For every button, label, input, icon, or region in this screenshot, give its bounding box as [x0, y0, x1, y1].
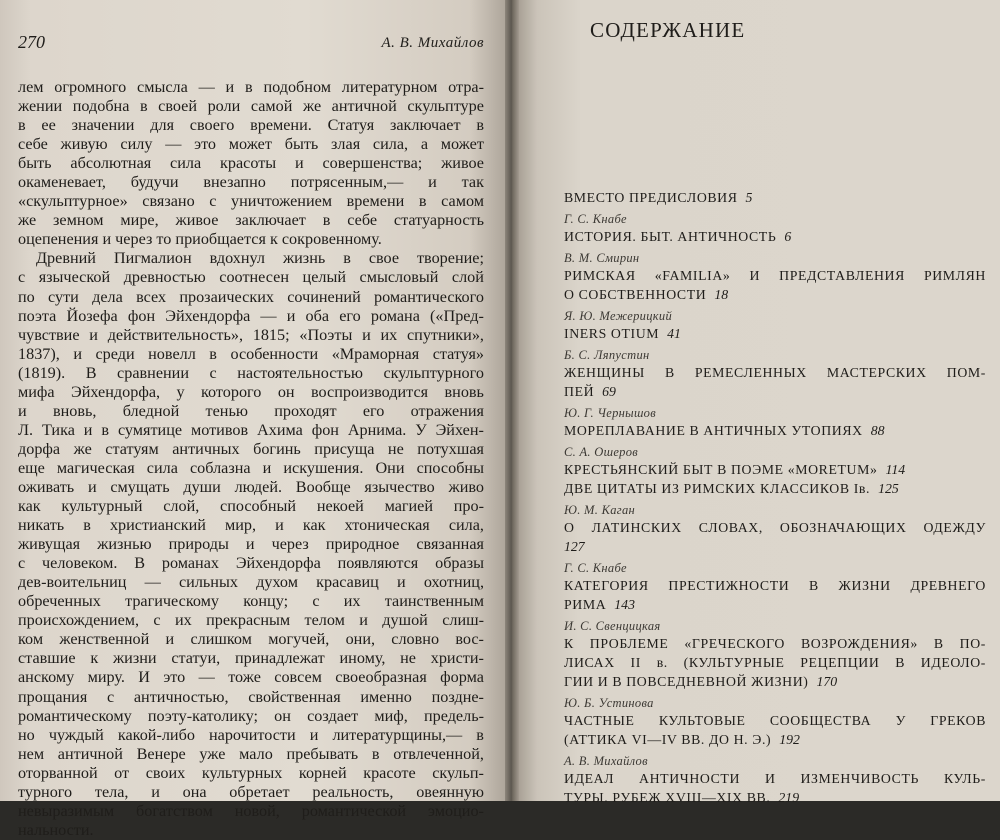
body-line: дорфа же статуям античных богинь присуща не потухшая: [18, 439, 484, 458]
toc-line-text: МОРЕПЛАВАНИЕ В АНТИЧНЫХ УТОПИЯХ: [564, 423, 863, 438]
toc-author: Г. С. Кнабе: [564, 212, 627, 226]
toc-page-number: 69: [602, 384, 616, 399]
body-line: прощания с античностью, свойственная именно поздне-: [18, 687, 484, 706]
toc-entry: [564, 561, 986, 614]
toc-line-text: ТУРЫ. РУБЕЖ XVIII—XIX ВВ.: [564, 790, 771, 805]
toc-page-number: 125: [878, 481, 899, 496]
toc-page-number: 6: [784, 229, 792, 244]
toc-line: [564, 421, 986, 440]
toc-line: [564, 285, 986, 304]
body-line: лем огромного смысла — и в подобном литературном отра-: [18, 78, 484, 96]
toc-entry: [564, 212, 986, 246]
toc-entry: [564, 619, 986, 691]
toc-entry: [564, 503, 986, 556]
body-line: в ее значении для своего времени. Статуя заключает в: [18, 116, 484, 135]
body-line: анскому миру. И это — тоже совсем своеобразная форма: [18, 668, 484, 687]
body-line: Л. Тика и в сумятице мотивов Ахима фон Арнима. У Эйхен-: [18, 420, 484, 439]
body-line: нальности.: [18, 820, 94, 839]
toc-author: В. М. Смирин: [564, 251, 640, 265]
toc-line: К ПРОБЛЕМЕ «ГРЕЧЕСКОГО ВОЗРОЖДЕНИЯ» В ПО-: [564, 636, 986, 651]
toc-page-number: 143: [614, 597, 635, 612]
body-line: с человеком. В романах Эйхендорфа появляются образы: [18, 554, 484, 573]
toc-page-number: 5: [745, 190, 753, 205]
toc-line: [564, 730, 986, 749]
body-line: происхождением, с их прекрасным телом и душой слиш-: [18, 611, 484, 630]
toc-author: Ю. М. Каган: [564, 503, 635, 517]
body-line: оторванной от своих культурных корней красоте скульп-: [18, 763, 484, 782]
body-line: нем античной Венере уже мало пребывать в отвлеченной,: [18, 744, 484, 763]
body-line: невыразимым богатством новой, романтической эмоцио-: [18, 801, 484, 820]
body-text: [18, 78, 484, 840]
body-line: чувствие и действительность», 1815; «Поэты и их спутники»,: [18, 325, 484, 344]
toc-page-number: 192: [779, 732, 800, 747]
body-line: обреченных трагическому концу; с их таинственным: [18, 592, 484, 611]
toc-line: [564, 672, 986, 691]
body-line: романтическому поэту-католику; он создает миф, предель-: [18, 706, 484, 725]
toc-line-text: РИМА: [564, 597, 607, 612]
right-page: [513, 0, 1000, 805]
toc-line-text: ГИИ И В ПОВСЕДНЕВНОЙ ЖИЗНИ): [564, 674, 809, 689]
body-line: мифа Эйхендорфа, у которого он воспроизводится вновь: [18, 382, 484, 401]
toc-line: О ЛАТИНСКИХ СЛОВАХ, ОБОЗНАЧАЮЩИХ ОДЕЖДУ: [564, 520, 986, 535]
toc-line-text: INERS OTIUM: [564, 326, 660, 341]
body-line: ком женственной и слишком могучей, они, словно вос-: [18, 630, 484, 649]
toc-page-number: 18: [714, 287, 729, 302]
body-line: быть абсолютная сила красоты и совершенства; живое: [18, 154, 484, 173]
toc-line-text: ПЕЙ: [564, 384, 595, 399]
toc-page-number: 170: [816, 674, 838, 689]
page-number: 270: [18, 32, 45, 52]
body-line: себе живую силу — это может быть злая сила, а может: [18, 135, 484, 154]
toc-line: ЖЕНЩИНЫ В РЕМЕСЛЕННЫХ МАСТЕРСКИХ ПОМ-: [564, 365, 986, 380]
body-line: и вновь, бледной тенью проходят его отражения: [18, 401, 484, 420]
body-line: окаменевает, будучи внезапно потрясенным,— и так: [18, 173, 484, 192]
toc-author: Я. Ю. Межерицкий: [564, 309, 672, 323]
toc-entry: [564, 348, 986, 401]
body-line: но чуждый какой-либо нарочитости и литературщины,— в: [18, 725, 484, 744]
toc-line-text: ИСТОРИЯ. БЫТ. АНТИЧНОСТЬ: [564, 229, 777, 244]
body-line: же земном мире, живое заключает в себе статуарность: [18, 211, 484, 230]
contents-title: СОДЕРЖАНИЕ: [590, 18, 746, 42]
body-line: (1819). В сравнении с настоятельностью скульптурного: [18, 363, 484, 382]
toc-line: [564, 227, 986, 246]
body-line: живущая жизнью природы и через природное связанная: [18, 535, 484, 554]
toc-line-text: ВМЕСТО ПРЕДИСЛОВИЯ: [564, 190, 738, 205]
body-line: с языческой древностью соотнесен целый смысловый слой: [18, 268, 484, 287]
toc-line-text: О СОБСТВЕННОСТИ: [564, 287, 707, 302]
toc-entry: [564, 309, 986, 343]
body-line: 1837), и среди новелл в особенности «Мраморная статуя»: [18, 344, 484, 363]
toc-line-text: КРЕСТЬЯНСКИЙ БЫТ В ПОЭМЕ «MORETUM»: [564, 462, 878, 477]
body-line: поэта Йозефа фон Эйхендорфа — и оба его романа («Пред-: [18, 306, 484, 325]
toc-line: КАТЕГОРИЯ ПРЕСТИЖНОСТИ В ЖИЗНИ ДРЕВНЕГО: [564, 578, 986, 593]
toc-line: [564, 460, 986, 479]
body-line: оцепенения и через то приобщается к сокровенному.: [18, 230, 382, 249]
body-line: по сути дела всех прозаических сочинений романтического: [18, 287, 484, 306]
toc-page-number: 88: [870, 423, 885, 438]
toc-entry: [564, 188, 986, 207]
body-line: Древний Пигмалион вдохнул жизнь в свое творение;: [36, 249, 484, 268]
toc-entry: [564, 251, 986, 304]
toc-entry: [564, 479, 986, 498]
body-line: дев-воительниц — сильных духом красавиц и охотниц,: [18, 573, 484, 592]
toc-page-number: 41: [667, 326, 681, 341]
body-line: оживать и смущать души людей. Вообще язычество живо: [18, 477, 484, 496]
body-line: еще магическая сила соблазна и искушения. Они способны: [18, 458, 484, 477]
toc-entry: [564, 445, 986, 479]
toc-line: [564, 595, 986, 614]
running-head-author: А. В. Михайлов: [381, 35, 484, 51]
toc-author: Ю. Б. Устинова: [564, 696, 654, 710]
toc-author: Ю. Г. Чернышов: [564, 406, 656, 420]
toc-line: ЛИСАХ II в. (КУЛЬТУРНЫЕ РЕЦЕПЦИИ В ИДЕОЛО-: [564, 655, 986, 670]
toc-line-text: ДВЕ ЦИТАТЫ ИЗ РИМСКИХ КЛАССИКОВ Iв.: [564, 481, 871, 496]
toc-line: [564, 537, 986, 556]
toc-line: [564, 188, 986, 207]
book-gutter: [505, 0, 519, 801]
body-line: ставшие к жизни статуи, принадлежат иному, не христи-: [18, 649, 484, 668]
toc-line: [564, 788, 986, 807]
body-line: никать в христианский мир, и как хтоническая сила,: [18, 516, 484, 535]
toc-entry: [564, 696, 986, 749]
toc-entry: [564, 406, 986, 440]
toc-page-number: 219: [778, 790, 800, 805]
toc-page-number: 127: [564, 539, 585, 554]
toc-line: РИМСКАЯ «FAMILIA» И ПРЕДСТАВЛЕНИЯ РИМЛЯН: [564, 268, 986, 283]
toc-line: [564, 324, 986, 343]
body-line: турного тела, и она обретает реальность, овеянную: [18, 782, 484, 801]
body-line: жении подобна в своей роли самой же античной скульптуре: [18, 97, 484, 116]
toc-author: С. А. Ошеров: [564, 445, 639, 459]
toc-entry: [564, 754, 986, 807]
toc-page-number: 114: [885, 462, 906, 477]
toc-author: Г. С. Кнабе: [564, 561, 627, 575]
toc-line: ЧАСТНЫЕ КУЛЬТОВЫЕ СООБЩЕСТВА У ГРЕКОВ: [564, 713, 986, 728]
toc-author: Б. С. Ляпустин: [564, 348, 650, 362]
body-line: «скульптурное» связано с уничтожением времени в самом: [18, 192, 484, 211]
running-head: [18, 32, 484, 56]
body-line: как культурный слой, способный некоей магией про-: [18, 497, 484, 516]
toc-line-text: (АТТИКА VI—IV ВВ. ДО Н. Э.): [564, 732, 772, 747]
toc-author: И. С. Свенцицкая: [564, 619, 661, 633]
toc-line: [564, 382, 986, 401]
toc-line: [564, 479, 986, 498]
toc-author: А. В. Михайлов: [564, 754, 648, 768]
toc-line: ИДЕАЛ АНТИЧНОСТИ И ИЗМЕНЧИВОСТЬ КУЛЬ-: [564, 771, 986, 786]
table-of-contents: [564, 188, 986, 807]
